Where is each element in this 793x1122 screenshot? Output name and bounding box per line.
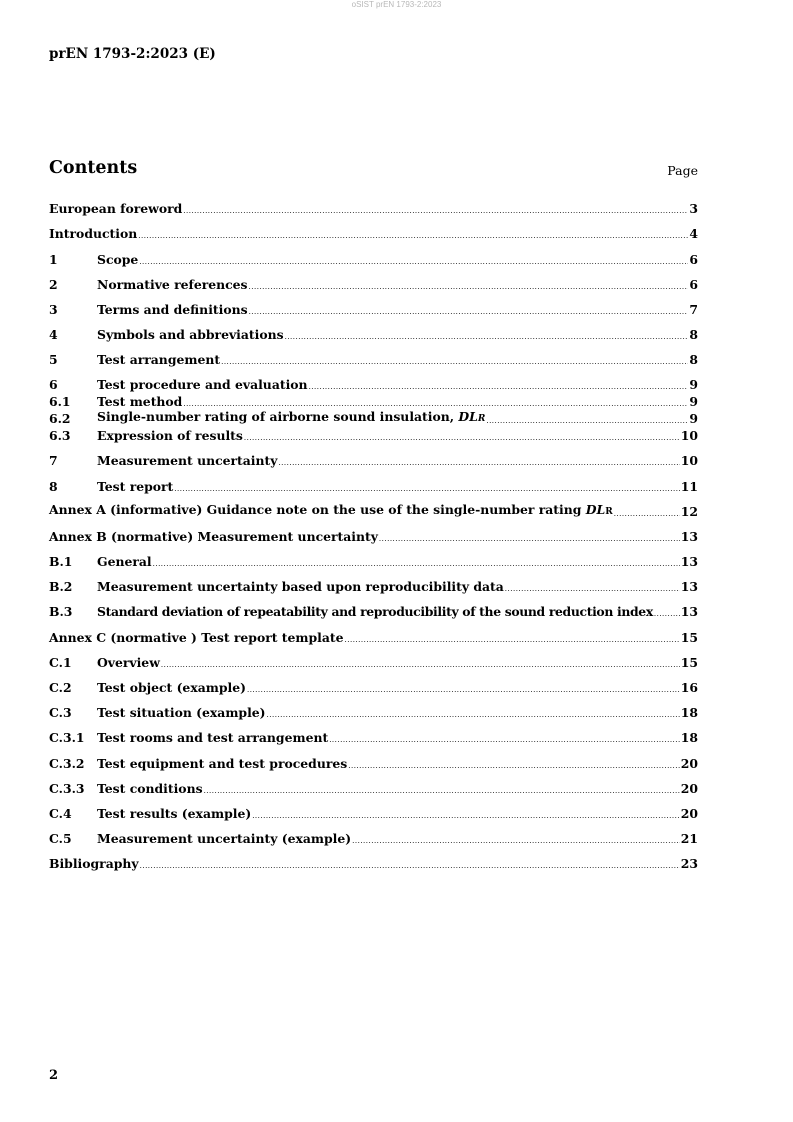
toc-page: 9: [689, 377, 698, 392]
toc-number: C.2: [49, 680, 72, 695]
toc-title: Normative references: [97, 277, 248, 292]
toc-number: 8: [49, 479, 58, 494]
dot-leader: [174, 483, 679, 495]
dot-leader: [352, 835, 680, 847]
toc-number: B.3: [49, 604, 73, 619]
toc-title: Test equipment and test procedures: [97, 756, 348, 771]
toc-entry-1[interactable]: [49, 252, 698, 268]
dot-leader: [614, 508, 680, 520]
toc-page: 15: [680, 655, 698, 670]
toc-page: 10: [680, 453, 698, 468]
toc-title: Terms and definitions: [97, 302, 248, 317]
toc-number: C.3.1: [49, 730, 85, 745]
toc-number: C.3.2: [49, 756, 85, 771]
toc-number: 6: [49, 377, 58, 392]
toc-page: 8: [689, 352, 698, 367]
toc-number: C.3.3: [49, 781, 85, 796]
dot-leader: [309, 381, 689, 393]
toc-number: 2: [49, 277, 58, 292]
toc-entry-5[interactable]: [49, 352, 698, 368]
toc-entry-annex-c[interactable]: [49, 630, 698, 646]
toc-entry-2[interactable]: [49, 277, 698, 293]
toc-page: 20: [680, 756, 698, 771]
dot-leader: [204, 785, 680, 797]
toc-number: B.1: [49, 554, 73, 569]
toc-page: 4: [689, 226, 698, 241]
dl-subscript: R: [605, 507, 613, 517]
toc-number: 3: [49, 302, 58, 317]
dot-leader: [249, 306, 689, 318]
toc-entry-bibliography[interactable]: [49, 856, 698, 872]
toc-page: 6: [689, 252, 698, 267]
toc-entry-7[interactable]: [49, 453, 698, 469]
toc-title: Symbols and abbreviations: [97, 327, 284, 342]
toc-number: 5: [49, 352, 58, 367]
watermark: oSIST prEN 1793-2:2023: [351, 0, 442, 9]
dot-leader: [221, 356, 688, 368]
toc-title: Test rooms and test arrangement: [97, 730, 329, 745]
toc-title: Expression of results: [97, 428, 243, 443]
toc-number: C.4: [49, 806, 72, 821]
toc-number: 4: [49, 327, 58, 342]
toc-page: 12: [680, 504, 698, 519]
toc-title: Test procedure and evaluation: [97, 377, 308, 392]
toc-title-text: Annex A (informative) Guidance note on the use of the single-number rating: [49, 502, 582, 517]
toc-entry-foreword[interactable]: [49, 201, 698, 217]
toc-title: [49, 502, 613, 520]
toc-title: Measurement uncertainty based upon reproducibility data: [97, 579, 504, 594]
toc-entry-6[interactable]: [49, 377, 698, 393]
toc-entry-b-1[interactable]: [49, 554, 698, 570]
toc-title: Test situation (example): [97, 705, 266, 720]
dl-symbol: DL: [458, 409, 478, 424]
toc-number: 6.2: [49, 411, 71, 426]
toc-page: 18: [680, 705, 698, 720]
toc-page: 18: [680, 730, 698, 745]
dot-leader: [140, 860, 680, 872]
toc-title: Measurement uncertainty: [97, 453, 278, 468]
dot-leader: [138, 230, 688, 242]
toc-page: 7: [689, 302, 698, 317]
toc-entry-c-3-1[interactable]: [49, 730, 698, 746]
toc-page: 9: [689, 394, 698, 409]
toc-page: 13: [680, 604, 698, 619]
page-column-label: Page: [667, 163, 698, 178]
dot-leader: [654, 608, 680, 620]
toc-title: Test report: [97, 479, 174, 494]
dot-leader: [244, 432, 680, 444]
dot-leader: [486, 415, 688, 427]
document-id: prEN 1793-2:2023 (E): [49, 46, 216, 62]
toc-title: Test arrangement: [97, 352, 221, 367]
dot-leader: [139, 256, 688, 268]
toc-number: 1: [49, 252, 58, 267]
toc-page: 13: [680, 579, 698, 594]
toc-title: Test object (example): [97, 680, 246, 695]
toc-page: 6: [689, 277, 698, 292]
toc-entry-b-3[interactable]: [49, 604, 698, 620]
page-number: 2: [49, 1068, 59, 1083]
toc-title: Test conditions: [97, 781, 203, 796]
toc-entry-introduction[interactable]: [49, 226, 698, 242]
toc-number: C.1: [49, 655, 72, 670]
toc-entry-annex-a[interactable]: [49, 504, 698, 520]
toc-title: General: [97, 554, 152, 569]
toc-title: Annex C (normative ) Test report template: [49, 630, 344, 645]
dot-leader: [249, 281, 689, 293]
toc-number: C.3: [49, 705, 72, 720]
toc-entry-b-2[interactable]: [49, 579, 698, 595]
toc-title: Test results (example): [97, 806, 252, 821]
toc-entry-8[interactable]: [49, 479, 698, 495]
toc-title: Bibliography: [49, 856, 139, 871]
toc-entry-c-3-3[interactable]: [49, 781, 698, 797]
toc-title: Scope: [97, 252, 139, 267]
dot-leader: [183, 205, 688, 217]
toc-page: 13: [680, 554, 698, 569]
dot-leader: [285, 331, 689, 343]
toc-page: 9: [689, 411, 698, 426]
dot-leader: [153, 558, 680, 570]
toc-entry-6-2[interactable]: [49, 411, 698, 427]
dot-leader: [252, 810, 680, 822]
toc-entry-c-4[interactable]: [49, 806, 698, 822]
toc-number: C.5: [49, 831, 72, 846]
dot-leader: [329, 734, 680, 746]
toc-title-text: Single-number rating of airborne sound insulation,: [97, 409, 455, 424]
toc-title: Standard deviation of repeatability and reproducibility of the sound reduction index: [97, 604, 653, 619]
toc-entry-c-3-2[interactable]: [49, 756, 698, 772]
toc-title: European foreword: [49, 201, 183, 216]
dot-leader: [379, 533, 680, 545]
toc-entry-c-5[interactable]: [49, 831, 698, 847]
dl-subscript: R: [477, 414, 486, 424]
dot-leader: [348, 760, 680, 772]
toc-entry-annex-b[interactable]: [49, 529, 698, 545]
toc-page: 8: [689, 327, 698, 342]
toc-page: 20: [680, 806, 698, 821]
toc-page: 11: [680, 479, 698, 494]
dot-leader: [345, 634, 680, 646]
toc-entry-c-2[interactable]: [49, 680, 698, 696]
dot-leader: [278, 457, 679, 469]
toc-title: Overview: [97, 655, 160, 670]
toc-title: Annex B (normative) Measurement uncertainty: [49, 529, 378, 544]
dot-leader: [247, 684, 680, 696]
toc-entry-c-3[interactable]: [49, 705, 698, 721]
toc-entry-c-1[interactable]: [49, 655, 698, 671]
toc-entry-6-1[interactable]: [49, 394, 698, 410]
dl-symbol: DL: [585, 502, 606, 517]
dot-leader: [267, 709, 680, 721]
toc-number: 7: [49, 453, 58, 468]
dot-leader: [505, 583, 680, 595]
toc-page: 10: [680, 428, 698, 443]
toc-entry-4[interactable]: [49, 327, 698, 343]
toc-page: 20: [680, 781, 698, 796]
toc-page: 15: [680, 630, 698, 645]
toc-page: 23: [680, 856, 698, 871]
toc-page: 21: [680, 831, 698, 846]
toc-page: 3: [689, 201, 698, 216]
toc-title: Test method: [97, 394, 183, 409]
toc-page: 13: [680, 529, 698, 544]
toc-number: B.2: [49, 579, 73, 594]
toc-number: 6.1: [49, 394, 71, 409]
toc-title: Introduction: [49, 226, 138, 241]
toc-title: [97, 409, 485, 427]
contents-heading: Contents: [49, 158, 138, 178]
toc-number: 6.3: [49, 428, 71, 443]
toc-entry-6-3[interactable]: [49, 428, 698, 444]
toc-entry-3[interactable]: [49, 302, 698, 318]
dot-leader: [161, 659, 680, 671]
toc-title: Measurement uncertainty (example): [97, 831, 352, 846]
toc-page: 16: [680, 680, 698, 695]
